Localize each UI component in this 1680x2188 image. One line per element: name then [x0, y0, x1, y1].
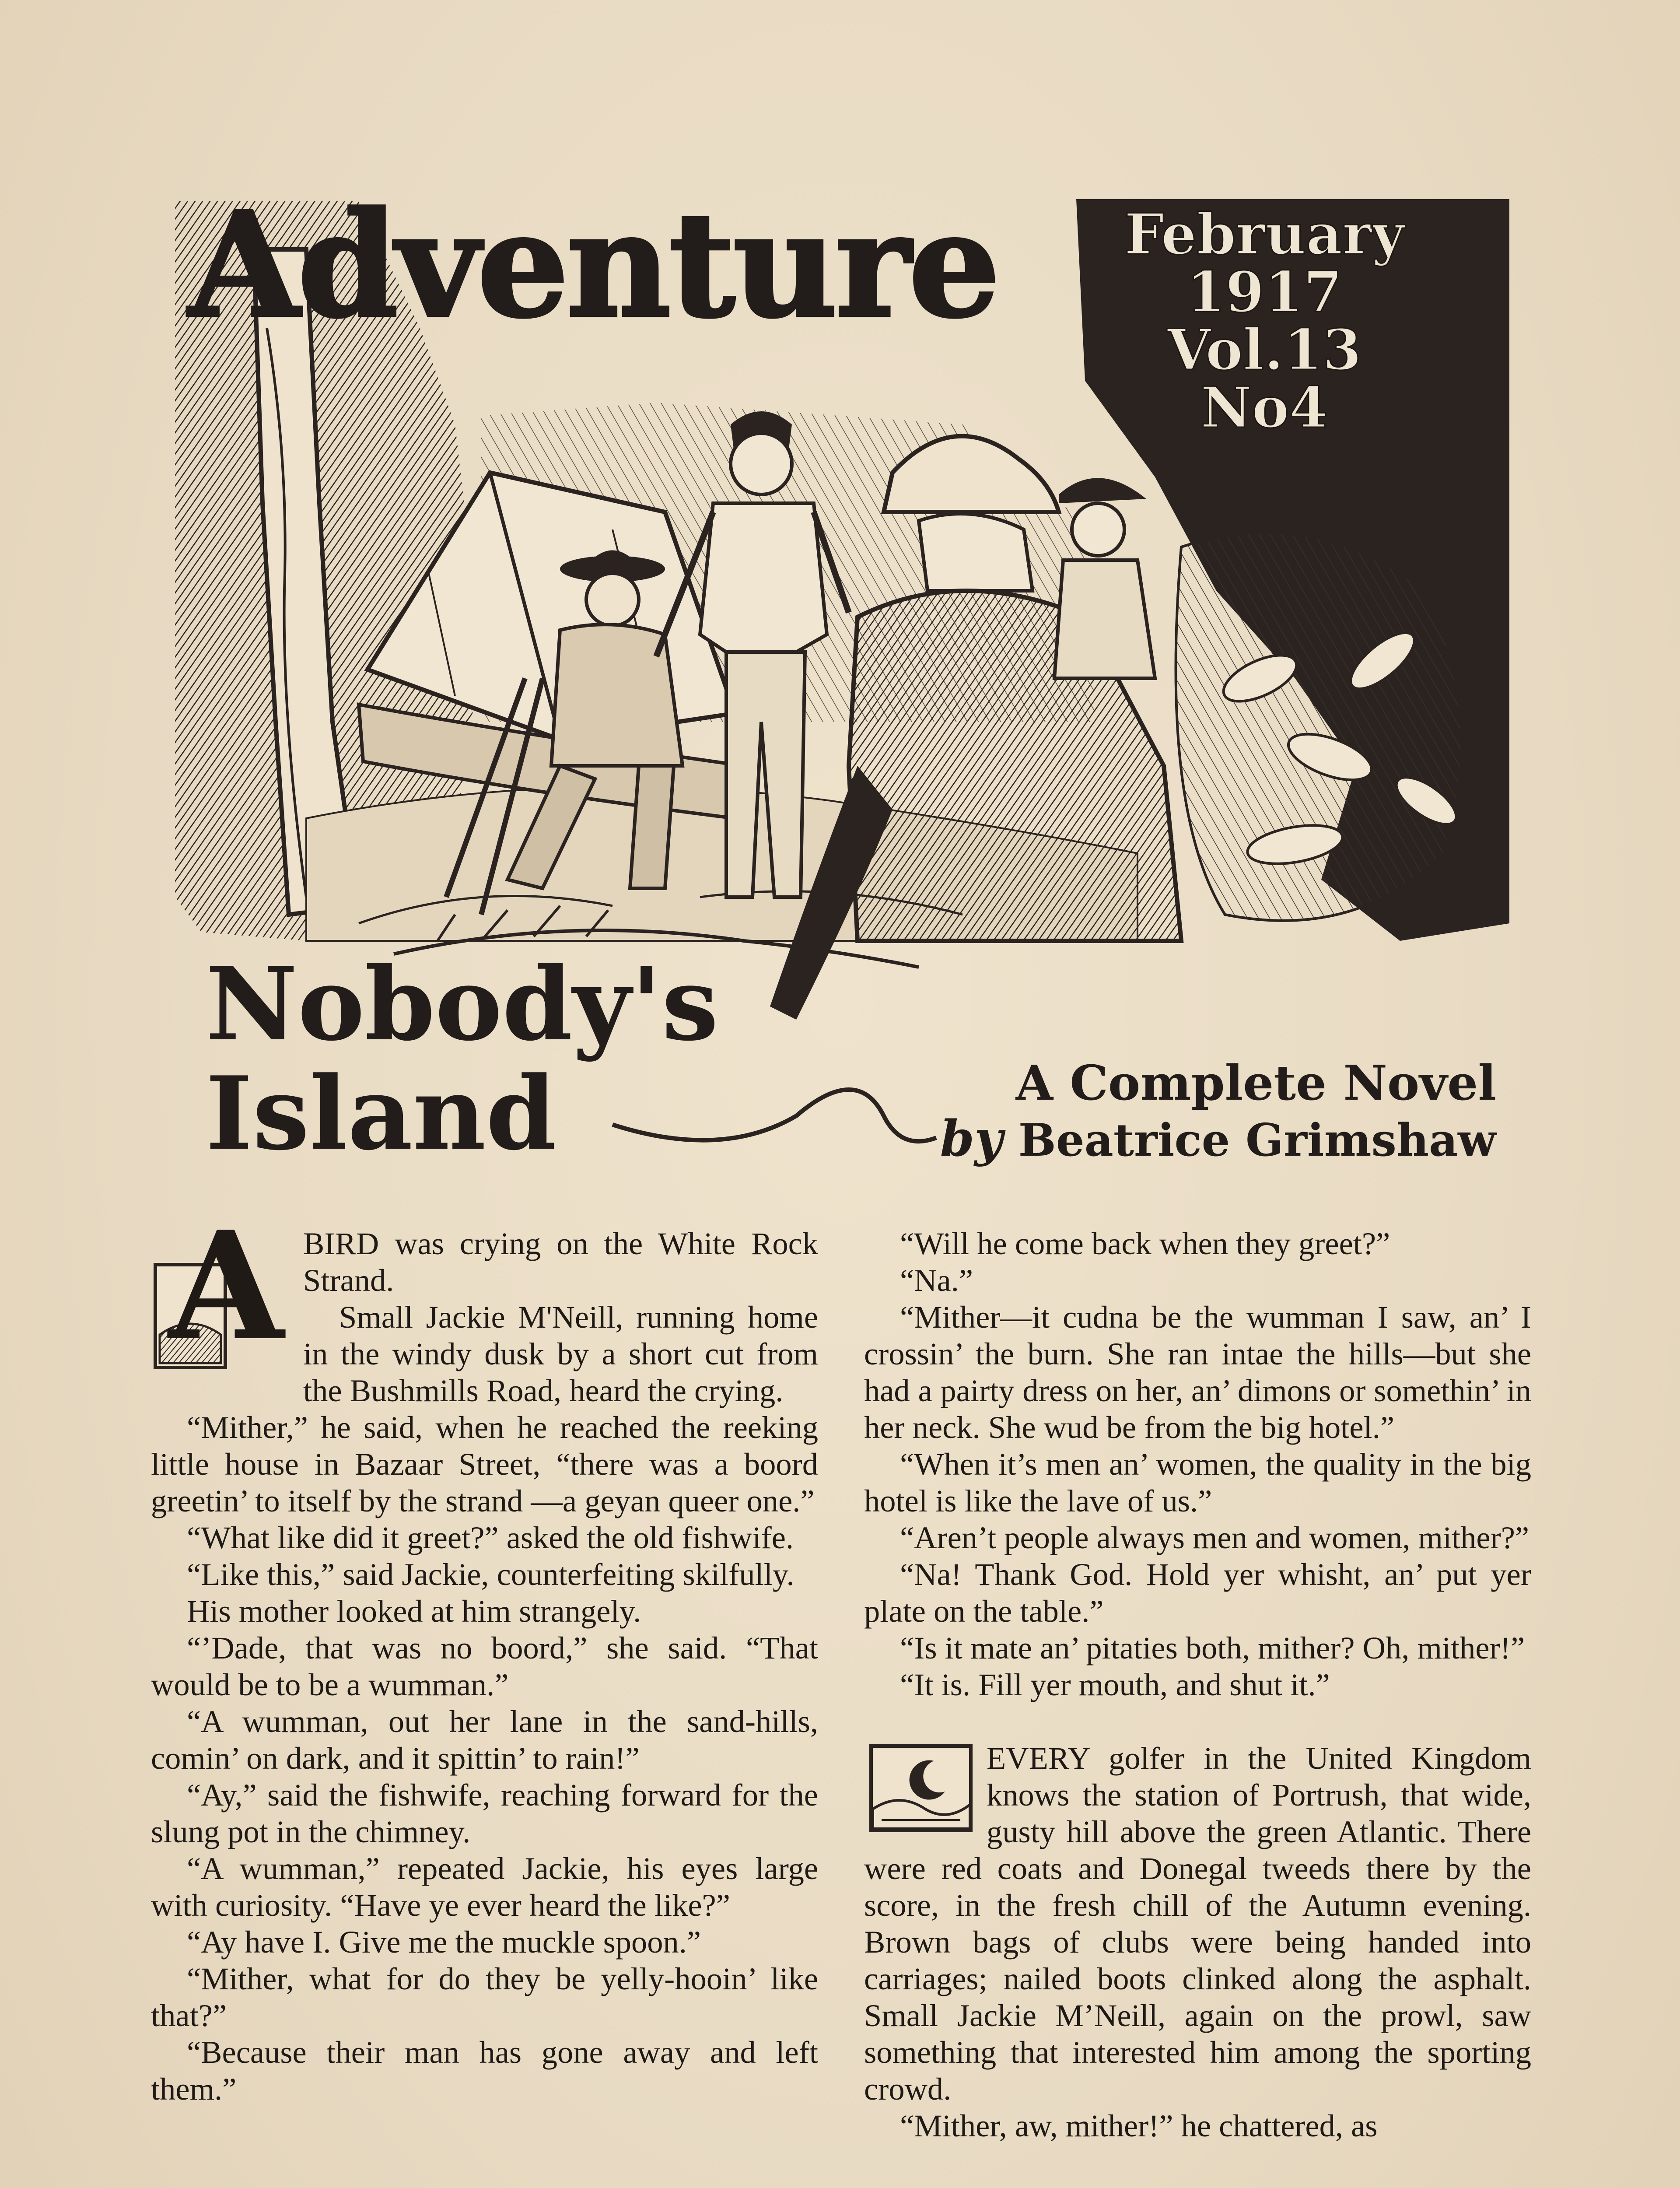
- issue-volume: Vol.13: [1167, 317, 1362, 383]
- story-subtitle: A Complete Novel: [1015, 1055, 1496, 1111]
- paragraph: EVERY golfer in the United Kingdom knows the station of Portrush, that wide, gusty hill above the green Atlantic. There were red coats and Donegal tweeds there by the score, in the fresh chill of the Autumn evening. Brown bags of clubs were being handed into carriages; nailed boots clinked along the asphalt. Small Jackie M’Neill, again on the prowl, saw something that interested him among the sporting crowd.: [864, 1740, 1531, 2107]
- paragraph: “Mither, what for do they be yelly-hooin’ like that?”: [151, 1961, 818, 2033]
- paragraph: “Ay have I. Give me the muckle spoon.”: [187, 1924, 701, 1960]
- text-column-left: [151, 1199, 818, 2107]
- paragraph: “When it’s men an’ women, the quality in the big hotel is like the lave of us.”: [864, 1446, 1531, 1518]
- paragraph: Small Jackie M'Neill, running home in the windy dusk by a short cut from the Bushmills Road, heard the crying.: [303, 1299, 818, 1408]
- drop-cap: [151, 1199, 295, 1374]
- paragraph: “Na.”: [900, 1262, 973, 1298]
- author-name: Beatrice Grimshaw: [1018, 1114, 1496, 1167]
- author-line: [940, 1112, 1496, 1168]
- paragraph: “Will he come back when they greet?”: [900, 1226, 1390, 1261]
- issue-month: February: [1124, 202, 1404, 267]
- paragraph: “Like this,” said Jackie, counterfeiting skilfully.: [187, 1557, 794, 1592]
- magazine-title: Adventure: [188, 180, 998, 350]
- drop-cap-letter: A: [168, 1199, 284, 1374]
- paragraph: “Because their man has gone away and left them.”: [151, 2034, 818, 2107]
- paragraph: BIRD was crying on the White Rock Strand.: [303, 1226, 818, 1298]
- section-break: [864, 1703, 1531, 1740]
- text-column-right: [864, 1225, 1531, 2144]
- section-ornament: [868, 1743, 973, 1833]
- by-word: by: [940, 1110, 1003, 1168]
- byline: [940, 1055, 1496, 1168]
- paragraph: “A wumman,” repeated Jackie, his eyes large with curiosity. “Have ye ever heard the like?”: [151, 1851, 818, 1923]
- header-illustration: [175, 180, 1514, 1195]
- paragraph: “A wumman, out her lane in the sand-hills, comin’ on dark, and it spittin’ to rain!”: [151, 1704, 818, 1776]
- paragraph: “’Dade, that was no boord,” she said. “That would be to be a wumman.”: [151, 1630, 818, 1702]
- paragraph: “Mither—it cudna be the wumman I saw, an’ I crossin’ the burn. She ran intae the hills—but she had a pairty dress on her, an’ dimons or somethin’ in her neck. She wud be from the big hotel.”: [864, 1299, 1531, 1445]
- paragraph: “What like did it greet?” asked the old fishwife.: [187, 1520, 794, 1555]
- paragraph: “Ay,” said the fishwife, reaching forward for the slung pot in the chimney.: [151, 1777, 818, 1849]
- story-title: [206, 945, 719, 1173]
- paragraph: “Mither,” he said, when he reached the reeking little house in Bazaar Street, “there was a boord greetin’ to itself by the strand —a geyan queer one.”: [151, 1410, 818, 1518]
- story-title-line2: Island: [206, 1055, 556, 1173]
- paragraph: His mother looked at him strangely.: [187, 1593, 641, 1629]
- paragraph: “Aren’t people always men and women, mither?”: [900, 1520, 1530, 1555]
- paragraph: “Mither, aw, mither!” he chattered, as: [900, 2108, 1378, 2143]
- issue-year: 1917: [1186, 259, 1343, 325]
- issue-number: No4: [1200, 375, 1328, 441]
- paragraph: “It is. Fill yer mouth, and shut it.”: [900, 1667, 1330, 1702]
- story-title-line1: Nobody's: [206, 945, 719, 1063]
- paragraph: “Is it mate an’ pitaties both, mither? Oh, mither!”: [900, 1630, 1525, 1666]
- moon-landscape-ornament-icon: [868, 1743, 973, 1833]
- issue-info: [1124, 202, 1404, 441]
- paragraph: “Na! Thank God. Hold yer whisht, an’ put yer plate on the table.”: [864, 1557, 1531, 1629]
